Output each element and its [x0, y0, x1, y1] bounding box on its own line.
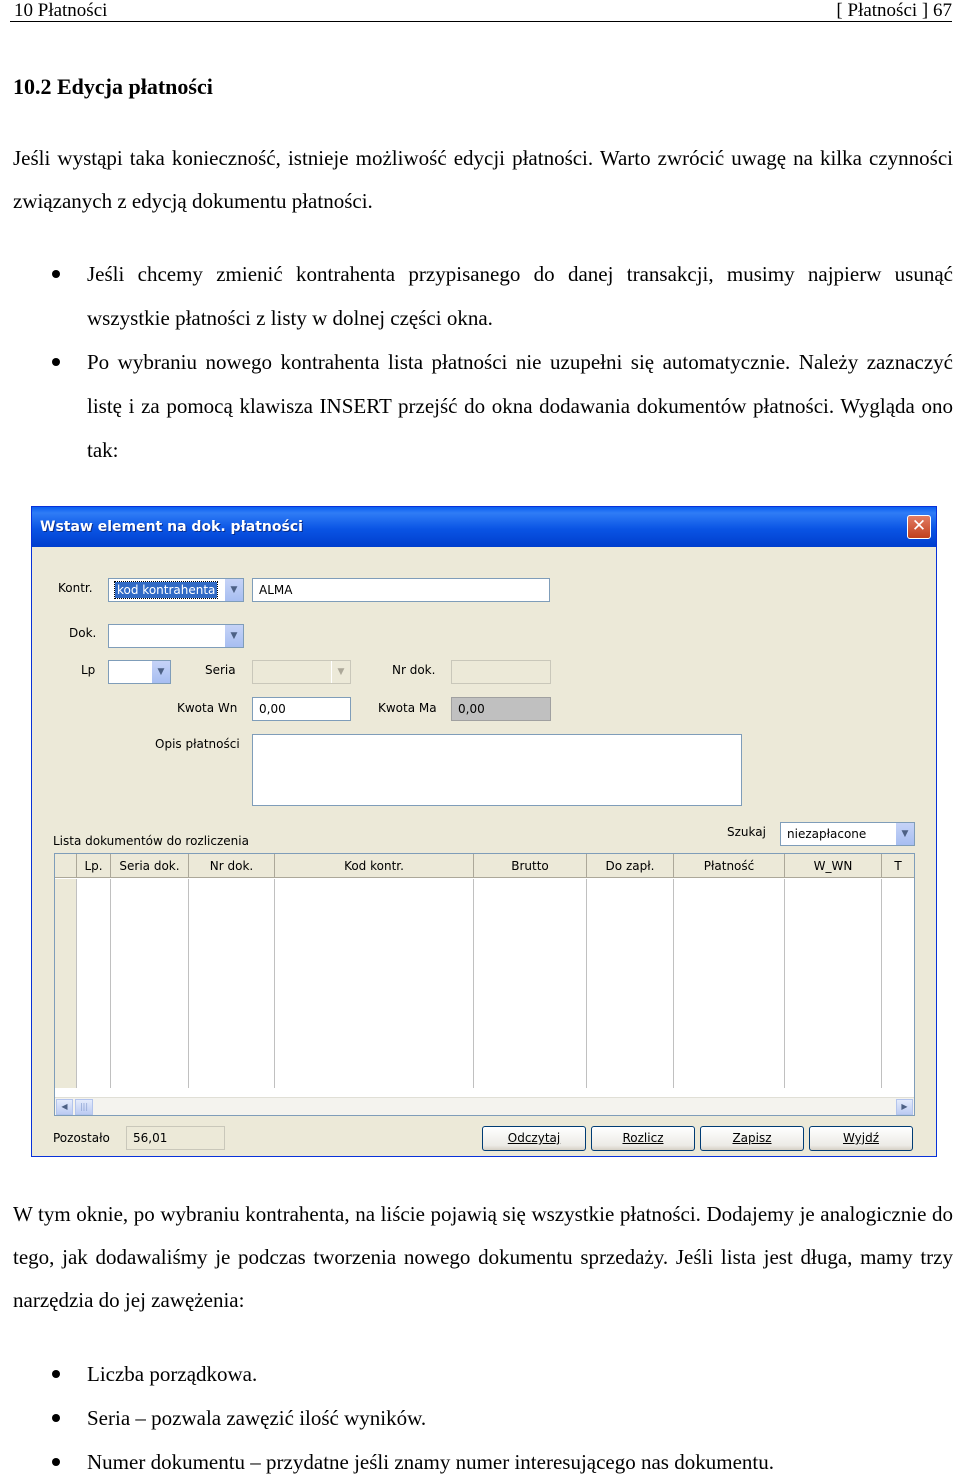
list-item: Numer dokumentu – przydatne jeśli znamy numer interesującego nas dokumentu. [0, 1440, 953, 1484]
close-icon[interactable]: ✕ [907, 515, 931, 539]
column-header[interactable]: Kod kontr. [275, 854, 474, 878]
grid-column [474, 879, 587, 1088]
zapisz-button[interactable]: Zapisz [700, 1126, 804, 1151]
grid-column [111, 879, 189, 1088]
rozlicz-button[interactable]: Rozlicz [591, 1126, 695, 1151]
column-header[interactable]: Lp. [77, 854, 111, 878]
lista-label: Lista dokumentów do rozliczenia [53, 834, 249, 848]
grid-column [77, 879, 111, 1088]
lp-select[interactable] [108, 660, 171, 684]
section-heading: 10.2 Edycja płatności [13, 74, 213, 99]
insert-payment-dialog [31, 506, 937, 1157]
kwota-ma-field: 0,00 [451, 697, 551, 721]
bullet-list-bottom [0, 1352, 953, 1484]
kwota-wn-field[interactable]: 0,00 [252, 697, 351, 721]
chapter-label: 10 Płatności [14, 0, 108, 21]
nr-dok-field[interactable] [451, 660, 551, 684]
bullet-icon [52, 1458, 60, 1466]
dok-label: Dok. [69, 626, 97, 640]
horizontal-scrollbar[interactable] [55, 1097, 914, 1115]
dok-select[interactable] [108, 624, 244, 648]
grid-row-indicator [55, 879, 77, 1088]
szukaj-label: Szukaj [727, 825, 766, 839]
seria-select[interactable] [252, 660, 351, 684]
bullet-icon [52, 1370, 60, 1378]
column-header[interactable]: Nr dok. [189, 854, 275, 878]
scroll-right-icon[interactable]: ▶ [896, 1099, 913, 1115]
chevron-down-icon[interactable]: ▼ [151, 661, 170, 683]
running-header [10, 0, 952, 22]
chevron-down-icon: ▼ [331, 661, 350, 683]
bullet-list-top [0, 252, 953, 472]
seria-label: Seria [205, 663, 236, 677]
after-paragraph: W tym oknie, po wybraniu kontrahenta, na liście pojawią się wszystkie płatności. Dodajemy je analogicznie do tego, jak dodawaliśmy je podczas tworzenia nowego dokumentu sprzedaży. Jeśli lista jest długa, mamy trzy narzędzia do jej zawężenia: [13, 1202, 953, 1312]
list-item: Seria – pozwala zawęzić ilość wyników. [0, 1396, 953, 1440]
list-item: Jeśli chcemy zmienić kontrahenta przypisanego do danej transakcji, musimy najpierw usunąć wszystkie płatności z listy w dolnej części okna. [0, 252, 953, 340]
list-item: Po wybraniu nowego kontrahenta lista płatności nie uzupełni się automatycznie. Należy zaznaczyć listę i za pomocą klawisza INSERT przejść do okna dodawania dokumentów płatności. Wygląda ono tak: [0, 340, 953, 472]
kwota-ma-label: Kwota Ma [378, 701, 437, 715]
column-header[interactable]: Płatność [674, 854, 785, 878]
chevron-down-icon[interactable]: ▼ [224, 579, 243, 601]
column-header[interactable]: Seria dok. [111, 854, 189, 878]
grid-column [275, 879, 474, 1088]
grid-column [674, 879, 785, 1088]
dialog-title-bar [32, 507, 936, 547]
dialog-title: Wstaw element na dok. płatności [40, 519, 303, 535]
column-header[interactable]: W_WN [785, 854, 882, 878]
pozostalo-label: Pozostało [53, 1131, 110, 1145]
bullet-icon [52, 270, 60, 278]
column-header[interactable]: T [894, 859, 902, 873]
kontr-name-field[interactable]: ALMA [252, 578, 550, 602]
wyjdz-button[interactable]: Wyjdź [809, 1126, 913, 1151]
nr-dok-label: Nr dok. [392, 663, 436, 677]
chevron-down-icon[interactable]: ▼ [895, 823, 914, 845]
bullet-icon [52, 1414, 60, 1422]
scroll-thumb[interactable]: ||| [75, 1099, 93, 1115]
column-header[interactable]: Do zapł. [587, 854, 674, 878]
grid-column [785, 879, 882, 1088]
kwota-wn-label: Kwota Wn [177, 701, 238, 715]
opis-label: Opis płatności [155, 737, 240, 751]
odczytaj-button[interactable]: Odczytaj [482, 1126, 586, 1151]
bullet-icon [52, 358, 60, 366]
intro-paragraph: Jeśli wystąpi taka konieczność, istnieje możliwość edycji płatności. Warto zwrócić uwagę na kilka czynności związanych z edycją dokumentu płatności. [13, 146, 953, 213]
grid-header [55, 854, 914, 878]
column-header[interactable] [55, 854, 77, 878]
grid-column [587, 879, 674, 1088]
kontr-select[interactable]: kod kontrahenta ▼ [108, 578, 244, 602]
scroll-left-icon[interactable]: ◀ [56, 1099, 73, 1115]
lp-label: Lp [81, 663, 96, 677]
grid-column [189, 879, 275, 1088]
pozostalo-field: 56,01 [126, 1126, 225, 1150]
dialog-body [35, 547, 933, 1153]
chevron-down-icon[interactable]: ▼ [224, 625, 243, 647]
kontr-label: Kontr. [58, 581, 93, 595]
page-section-number: [ Płatności ] 67 [836, 0, 952, 21]
opis-textarea[interactable] [252, 734, 742, 806]
documents-grid[interactable] [54, 853, 915, 1116]
list-item: Liczba porządkowa. [0, 1352, 953, 1396]
szukaj-select[interactable]: niezapłacone ▼ [780, 822, 915, 846]
column-header[interactable]: Brutto [474, 854, 587, 878]
